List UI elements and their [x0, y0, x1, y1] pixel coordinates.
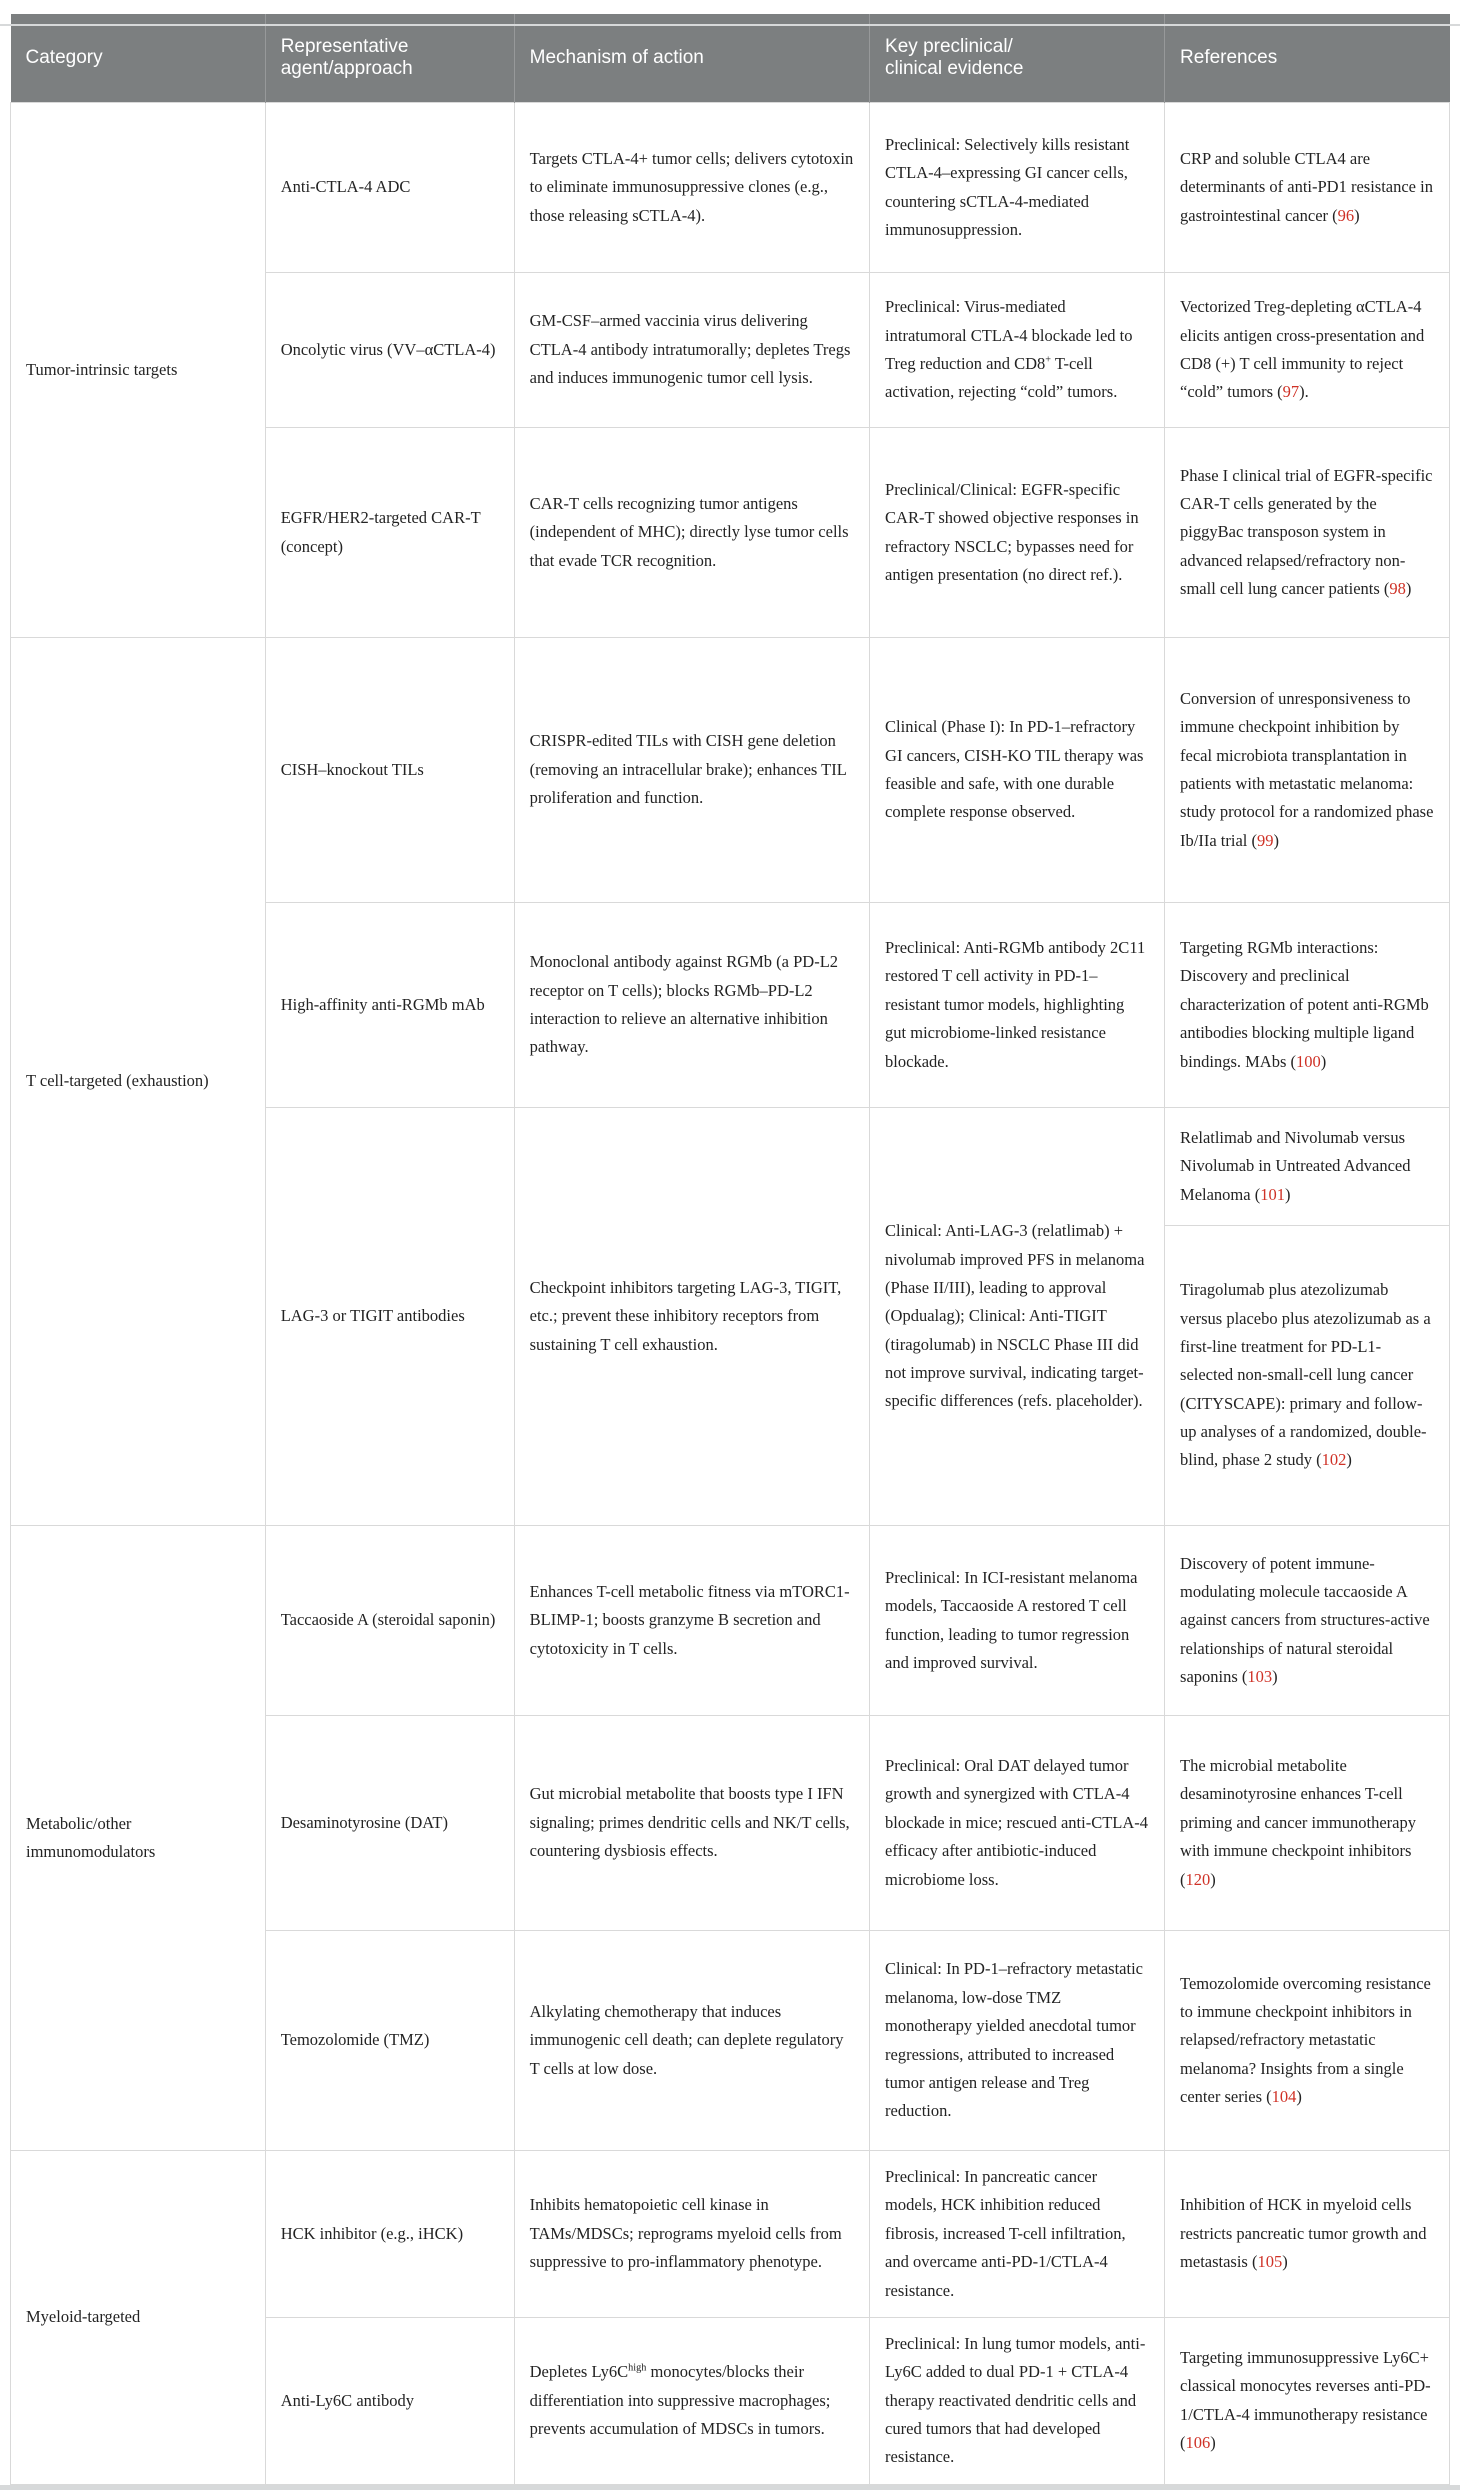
cell-mechanism: GM-CSF–armed vaccinia virus delivering CTLA-4 antibody intratumorally; depletes Tregs and induces immunogenic tumor cell lysis.	[514, 273, 869, 428]
column-header-mechanism: Mechanism of action	[514, 14, 869, 103]
table-body	[11, 103, 1450, 2485]
reference-link[interactable]: 96	[1337, 205, 1355, 225]
reference-link[interactable]: 106	[1185, 2433, 1211, 2453]
reference-text: Conversion of unresponsiveness to immune checkpoint inhibition by fecal microbiota transplantation in patients with metastatic melanoma: study protocol for a randomized phase Ib/IIa trial (	[1180, 688, 1434, 850]
reference-suffix: )	[1296, 2087, 1302, 2107]
table-bottom-rule	[0, 2485, 1460, 2490]
cell-reference	[1165, 903, 1450, 1108]
reference-suffix: )	[1346, 1450, 1352, 1470]
table-figure-page	[0, 14, 1460, 2490]
reference-suffix: )	[1272, 1667, 1278, 1687]
reference-suffix: )	[1273, 830, 1279, 850]
cell-agent: Oncolytic virus (VV–αCTLA-4)	[265, 273, 514, 428]
cell-reference	[1165, 1226, 1450, 1526]
evidence-text: T-cell activation, rejecting “cold” tumors.	[885, 354, 1118, 402]
reference-text: Inhibition of HCK in myeloid cells restricts pancreatic tumor growth and metastasis (	[1180, 2195, 1427, 2272]
superscript: high	[628, 2362, 647, 2374]
cell-agent: CISH–knockout TILs	[265, 638, 514, 903]
cell-reference	[1165, 428, 1450, 638]
column-header-references: References	[1165, 14, 1450, 103]
therapy-strategies-table	[10, 14, 1450, 2485]
reference-text: Tiragolumab plus atezolizumab versus placebo plus atezolizumab as a first-line treatment for PD-L1-selected non-small-cell lung cancer (CITYSCAPE): primary and follow-up analyses of a randomized, double-blind, phase 2 study (	[1180, 1280, 1431, 1470]
cell-reference	[1165, 638, 1450, 903]
reference-suffix: )	[1320, 1051, 1327, 1071]
reference-text: Targeting RGMb interactions: Discovery and preclinical characterization of potent anti-RGMb antibodies blocking multiple ligand bindings. MAbs (	[1180, 938, 1429, 1071]
cell-agent: LAG-3 or TIGIT antibodies	[265, 1108, 514, 1526]
cell-evidence: Clinical (Phase I): In PD-1–refractory GI cancers, CISH-KO TIL therapy was feasible and safe, with one durable complete response observed.	[870, 638, 1165, 903]
reference-text: Vectorized Treg-depleting αCTLA-4 elicits antigen cross-presentation and CD8 (+) T cell immunity to reject “cold” tumors (	[1180, 297, 1425, 402]
cell-mechanism: CRISPR-edited TILs with CISH gene deletion (removing an intracellular brake); enhances TIL proliferation and function.	[514, 638, 869, 903]
reference-text: Temozolomide overcoming resistance to immune checkpoint inhibitors in relapsed/refractory metastatic melanoma? Insights from a single center series (	[1180, 1973, 1431, 2107]
mechanism-text: monocytes/blocks their differentiation into suppressive macrophages; prevents accumulation of MDSCs in tumors.	[529, 2362, 831, 2438]
cell-evidence: Preclinical/Clinical: EGFR-specific CAR-T showed objective responses in refractory NSCLC; bypasses need for antigen presentation (no direct ref.).	[870, 428, 1165, 638]
cell-agent: Taccaoside A (steroidal saponin)	[265, 1526, 514, 1716]
cell-reference	[1165, 103, 1450, 273]
reference-link[interactable]: 105	[1257, 2252, 1283, 2272]
reference-text: Targeting immunosuppressive Ly6C+ classical monocytes reverses anti-PD-1/CTLA-4 immunotherapy resistance (	[1180, 2348, 1431, 2453]
cell-mechanism: Monoclonal antibody against RGMb (a PD-L2 receptor on T cells); blocks RGMb–PD-L2 interaction to relieve an alternative inhibition pathway.	[514, 903, 869, 1108]
cell-agent: Anti-Ly6C antibody	[265, 2317, 514, 2484]
cell-category-t-cell-targeted: T cell-targeted (exhaustion)	[11, 638, 266, 1526]
reference-suffix: )	[1210, 1869, 1216, 1889]
reference-link[interactable]: 101	[1260, 1184, 1285, 1204]
cell-evidence: Preclinical: In ICI-resistant melanoma models, Taccaoside A restored T cell function, leading to tumor regression and improved survival.	[870, 1526, 1165, 1716]
reference-link[interactable]: 103	[1247, 1667, 1273, 1687]
cell-agent: Anti-CTLA-4 ADC	[265, 103, 514, 273]
cell-reference	[1165, 1931, 1450, 2151]
reference-text: Relatlimab and Nivolumab versus Nivolumab in Untreated Advanced Melanoma (	[1180, 1127, 1411, 1204]
reference-link[interactable]: 102	[1321, 1450, 1347, 1470]
reference-text: CRP and soluble CTLA4 are determinants of anti-PD1 resistance in gastrointestinal cancer (	[1180, 148, 1433, 225]
cell-reference	[1165, 1716, 1450, 1931]
cell-agent: HCK inhibitor (e.g., iHCK)	[265, 2151, 514, 2318]
cell-category-metabolic: Metabolic/other immunomodulators	[11, 1526, 266, 2151]
cell-category-tumor-intrinsic: Tumor-intrinsic targets	[11, 103, 266, 638]
cell-reference	[1165, 1108, 1450, 1226]
table-top-rule	[0, 24, 1460, 26]
cell-evidence: Preclinical: In lung tumor models, anti-Ly6C added to dual PD-1 + CTLA-4 therapy reactivated dendritic cells and cured tumors that had developed resistance.	[870, 2317, 1165, 2484]
reference-suffix: )	[1354, 205, 1360, 225]
header-evidence-line1: Key preclinical/	[885, 36, 1013, 57]
reference-suffix: ).	[1299, 382, 1309, 402]
cell-evidence: Clinical: In PD-1–refractory metastatic melanoma, low-dose TMZ monotherapy yielded anecdotal tumor regressions, attributed to increased tumor antigen release and Treg reduction.	[870, 1931, 1165, 2151]
cell-evidence	[870, 273, 1165, 428]
cell-mechanism: Alkylating chemotherapy that induces immunogenic cell death; can deplete regulatory T cells at low dose.	[514, 1931, 869, 2151]
cell-mechanism: CAR-T cells recognizing tumor antigens (independent of MHC); directly lyse tumor cells that evade TCR recognition.	[514, 428, 869, 638]
column-header-category: Category	[11, 14, 266, 103]
cell-agent: Desaminotyrosine (DAT)	[265, 1716, 514, 1931]
header-row	[11, 14, 1450, 103]
cell-evidence: Clinical: Anti-LAG-3 (relatlimab) + nivolumab improved PFS in melanoma (Phase II/III), leading to approval (Opdualag); Clinical: Anti-TIGIT (tiragolumab) in NSCLC Phase III did not improve survival, indicating target-specific differences (refs. placeholder).	[870, 1108, 1165, 1526]
table-row	[11, 103, 1450, 273]
column-header-agent: Representative agent/approach	[265, 14, 514, 103]
cell-mechanism: Inhibits hematopoietic cell kinase in TAMs/MDSCs; reprograms myeloid cells from suppressive to pro-inflammatory phenotype.	[514, 2151, 869, 2318]
column-header-evidence	[870, 14, 1165, 103]
table-row	[11, 1526, 1450, 1716]
reference-link[interactable]: 100	[1296, 1051, 1321, 1071]
reference-link[interactable]: 104	[1271, 2087, 1297, 2107]
cell-reference	[1165, 273, 1450, 428]
table-row	[11, 2151, 1450, 2318]
cell-agent: High-affinity anti-RGMb mAb	[265, 903, 514, 1108]
cell-mechanism: Checkpoint inhibitors targeting LAG-3, TIGIT, etc.; prevent these inhibitory receptors from sustaining T cell exhaustion.	[514, 1108, 869, 1526]
reference-link[interactable]: 97	[1282, 382, 1300, 402]
reference-suffix: )	[1282, 2252, 1288, 2272]
superscript: +	[1045, 354, 1052, 366]
reference-suffix: )	[1284, 1184, 1291, 1204]
cell-evidence: Preclinical: Oral DAT delayed tumor growth and synergized with CTLA-4 blockade in mice; rescued anti-CTLA-4 efficacy after antibiotic-induced microbiome loss.	[870, 1716, 1165, 1931]
reference-suffix: )	[1405, 579, 1412, 599]
cell-mechanism: Targets CTLA-4+ tumor cells; delivers cytotoxin to eliminate immunosuppressive clones (e.g., those releasing sCTLA-4).	[514, 103, 869, 273]
mechanism-text: Depletes Ly6C	[529, 2362, 629, 2382]
reference-text: Phase I clinical trial of EGFR-specific CAR-T cells generated by the piggyBac transposon system in advanced relapsed/refractory non-small cell lung cancer patients (	[1180, 465, 1433, 599]
table-row	[11, 638, 1450, 903]
cell-mechanism	[514, 2317, 869, 2484]
reference-text: Discovery of potent immune-modulating molecule taccaoside A against cancers from structures-active relationships of natural steroidal saponins (	[1180, 1553, 1430, 1687]
cell-evidence: Preclinical: Selectively kills resistant CTLA-4–expressing GI cancer cells, countering sCTLA-4-mediated immunosuppression.	[870, 103, 1165, 273]
reference-link[interactable]: 99	[1257, 830, 1274, 850]
table-header	[11, 14, 1450, 103]
cell-agent: Temozolomide (TMZ)	[265, 1931, 514, 2151]
evidence-text: Preclinical: Virus-mediated intratumoral CTLA-4 blockade led to Treg reduction and CD8	[885, 297, 1133, 373]
reference-text: The microbial metabolite desaminotyrosine enhances T-cell priming and cancer immunotherapy with immune checkpoint inhibitors (	[1180, 1756, 1416, 1889]
reference-suffix: )	[1210, 2433, 1216, 2453]
cell-reference	[1165, 2317, 1450, 2484]
cell-category-myeloid: Myeloid-targeted	[11, 2151, 266, 2485]
cell-evidence: Preclinical: Anti-RGMb antibody 2C11 restored T cell activity in PD-1–resistant tumor models, highlighting gut microbiome-linked resistance blockade.	[870, 903, 1165, 1108]
cell-evidence: Preclinical: In pancreatic cancer models, HCK inhibition reduced fibrosis, increased T-cell infiltration, and overcame anti-PD-1/CTLA-4 resistance.	[870, 2151, 1165, 2318]
reference-link[interactable]: 120	[1185, 1869, 1211, 1889]
cell-reference	[1165, 2151, 1450, 2318]
cell-reference	[1165, 1526, 1450, 1716]
cell-mechanism: Enhances T-cell metabolic fitness via mTORC1-BLIMP-1; boosts granzyme B secretion and cytotoxicity in T cells.	[514, 1526, 869, 1716]
cell-mechanism: Gut microbial metabolite that boosts type I IFN signaling; primes dendritic cells and NK/T cells, countering dysbiosis effects.	[514, 1716, 869, 1931]
cell-agent: EGFR/HER2-targeted CAR-T (concept)	[265, 428, 514, 638]
reference-link[interactable]: 98	[1389, 579, 1406, 599]
header-evidence-line2: clinical evidence	[885, 58, 1024, 79]
